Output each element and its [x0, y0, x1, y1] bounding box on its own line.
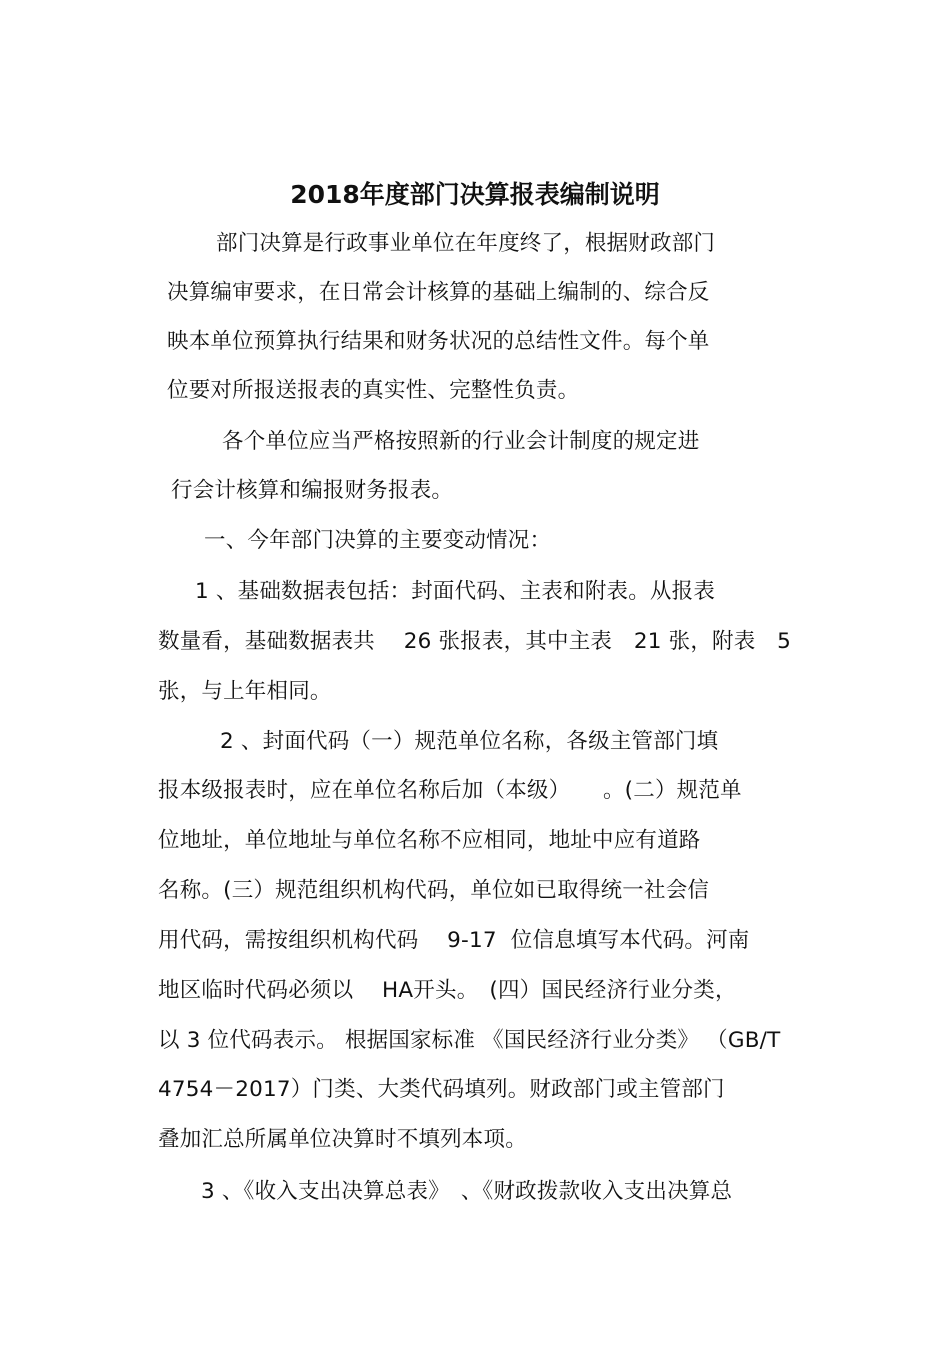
paragraph-line: 4754－2017）门类、大类代码填列。财政部门或主管部门: [158, 1077, 725, 1102]
document-title: 2018年度部门决算报表编制说明: [290, 180, 660, 209]
paragraph-line: 用代码，需按组织机构代码 9-17 位信息填写本代码。河南: [158, 928, 750, 953]
paragraph-line: 数量看，基础数据表共 26 张报表，其中主表 21 张，附表 5: [158, 629, 792, 654]
paragraph-line: 各个单位应当严格按照新的行业会计制度的规定进: [222, 429, 700, 454]
paragraph-line: 地区临时代码必须以 HA开头。 (四）国民经济行业分类，: [158, 978, 737, 1003]
paragraph-line: 叠加汇总所属单位决算时不填列本项。: [158, 1127, 527, 1152]
paragraph-line: 决算编审要求，在日常会计核算的基础上编制的、综合反: [167, 280, 710, 305]
paragraph-line: 报本级报表时，应在单位名称后加（本级） 。(二）规范单: [158, 778, 742, 803]
paragraph-line: 位地址，单位地址与单位名称不应相同，地址中应有道路: [158, 828, 701, 853]
paragraph-line: 位要对所报送报表的真实性、完整性负责。: [167, 378, 580, 403]
paragraph-line: 名称。(三）规范组织机构代码，单位如已取得统一社会信: [158, 878, 710, 903]
paragraph-line: 映本单位预算执行结果和财务状况的总结性文件。每个单: [167, 329, 710, 354]
paragraph-line: 张，与上年相同。: [158, 679, 332, 704]
paragraph-line: 1 、基础数据表包括：封面代码、主表和附表。从报表: [195, 579, 716, 604]
paragraph-line: 3 、《收入支出决算总表》 、《财政拨款收入支出决算总: [201, 1179, 733, 1204]
paragraph-line: 部门决算是行政事业单位在年度终了，根据财政部门: [216, 231, 716, 256]
section-heading: 一、今年部门决算的主要变动情况：: [204, 528, 552, 553]
paragraph-line: 以 3 位代码表示。 根据国家标准 《国民经济行业分类》 （GB/T: [158, 1028, 781, 1053]
paragraph-line: 行会计核算和编报财务报表。: [171, 478, 454, 503]
paragraph-line: 2 、封面代码（一）规范单位名称，各级主管部门填: [220, 729, 719, 754]
